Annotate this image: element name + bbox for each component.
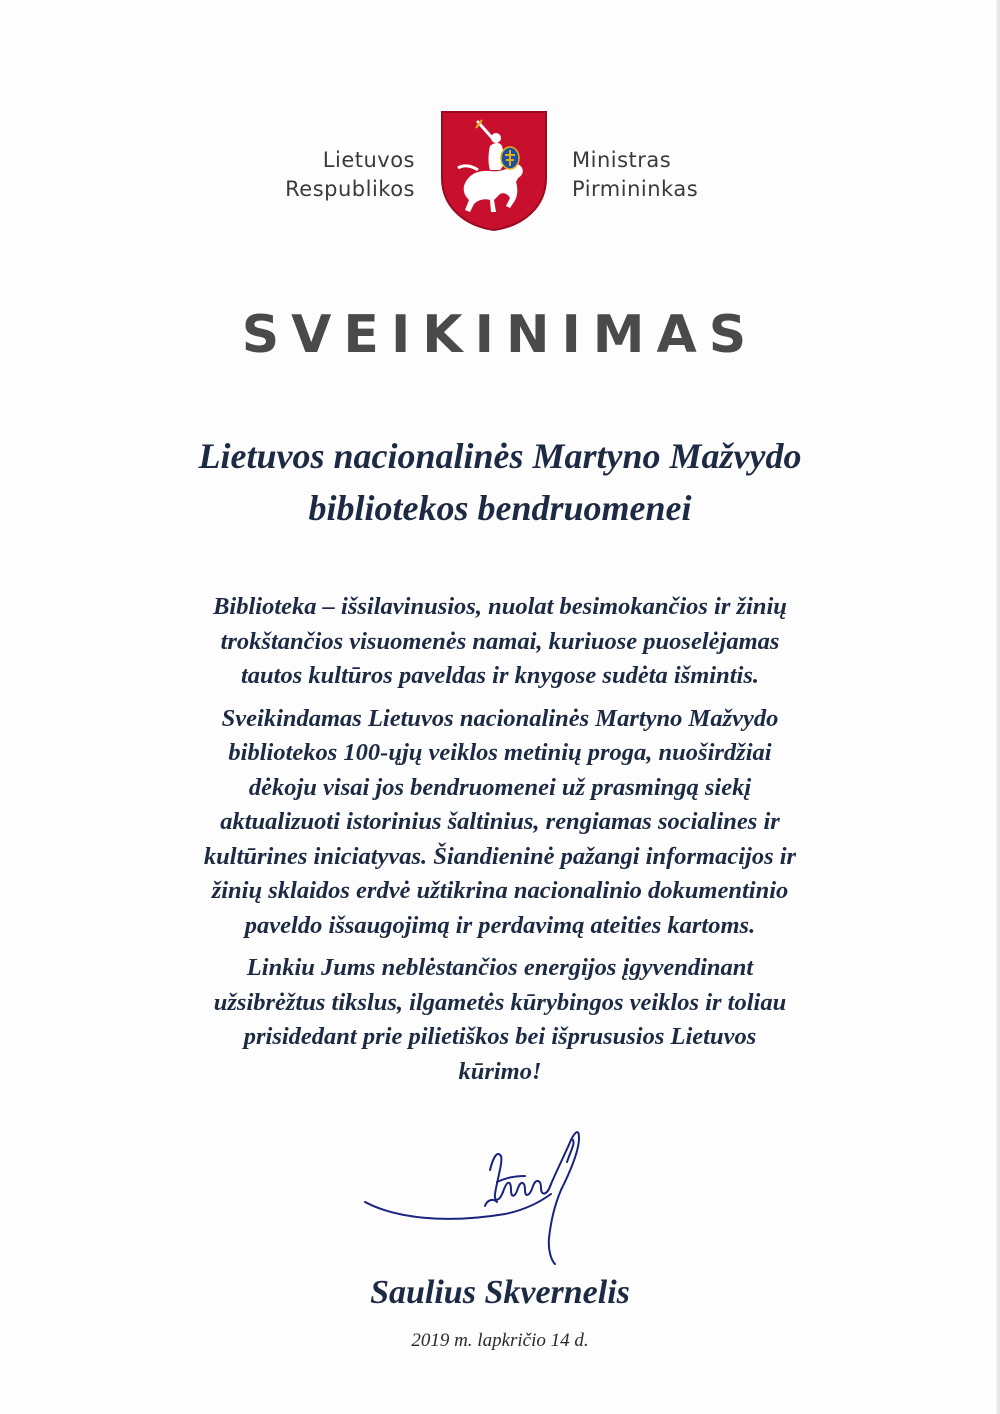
- paragraph-2: [130, 702, 870, 944]
- document-date: 2019 m. lapkričio 14 d.: [411, 1330, 589, 1351]
- letterhead-right-line-2: Pirmininkas: [572, 177, 699, 201]
- paragraph-1: [130, 590, 870, 694]
- letterhead-right-text: [572, 146, 698, 204]
- paragraph-line: Sveikindamas Lietuvos nacionalinės Martyno Mažvydo: [221, 704, 779, 732]
- paragraph-line: kultūrines iniciatyvas. Šiandieninė pažangi informacijos ir: [203, 842, 797, 870]
- addressee-line-2: bibliotekos bendruomenei: [308, 488, 692, 528]
- paragraph-line: paveldo išsaugojimą ir perdavimą ateities kartoms.: [244, 911, 756, 939]
- letter-body: [130, 590, 870, 1097]
- paragraph-line: Biblioteka – išsilavinusios, nuolat besimokančios ir žinių: [213, 593, 787, 620]
- addressee-line-1: Lietuvos nacionalinės Martyno Mažvydo: [198, 436, 802, 476]
- paragraph-line: žinių sklaidos erdvė užtikrina nacionalinio dokumentinio: [211, 877, 789, 904]
- signer-name: Saulius Skvernelis: [370, 1274, 630, 1311]
- paragraph-line: trokštančios visuomenės namai, kuriuose puoselėjamas: [220, 627, 780, 655]
- handwritten-signature-icon: [355, 1110, 615, 1270]
- letterhead: [0, 108, 1000, 238]
- paragraph-line: Linkiu Jums neblėstančios energijos įgyvendinant: [246, 954, 754, 981]
- paragraph-line: užsibrėžtus tikslus, ilgametės kūrybingos veiklos ir toliau: [213, 988, 787, 1016]
- addressee: [0, 430, 1000, 534]
- coat-of-arms-vytis-icon: [438, 108, 550, 232]
- paragraph-line: dėkoju visai jos bendruomenei už prasmingą siekį: [248, 773, 752, 801]
- paragraph-line: kūrimo!: [458, 1057, 542, 1085]
- letterhead-right-line-1: Ministras: [572, 148, 672, 172]
- paragraph-3: [130, 951, 870, 1089]
- paragraph-line: tautos kultūros paveldas ir knygose sudėta išmintis.: [241, 662, 759, 689]
- letterhead-left-text: [285, 146, 415, 204]
- letterhead-left-line-2: Respublikos: [285, 177, 415, 201]
- document-title: SVEIKINIMAS: [241, 305, 759, 365]
- paragraph-line: prisidedant prie pilietiškos bei išprususios Lietuvos: [243, 1023, 757, 1050]
- letterhead-left-line-1: Lietuvos: [322, 148, 415, 172]
- paragraph-line: aktualizuoti istorinius šaltinius, rengiamas socialines ir: [220, 808, 780, 835]
- paragraph-line: bibliotekos 100-ųjų veiklos metinių proga, nuoširdžiai: [228, 739, 772, 766]
